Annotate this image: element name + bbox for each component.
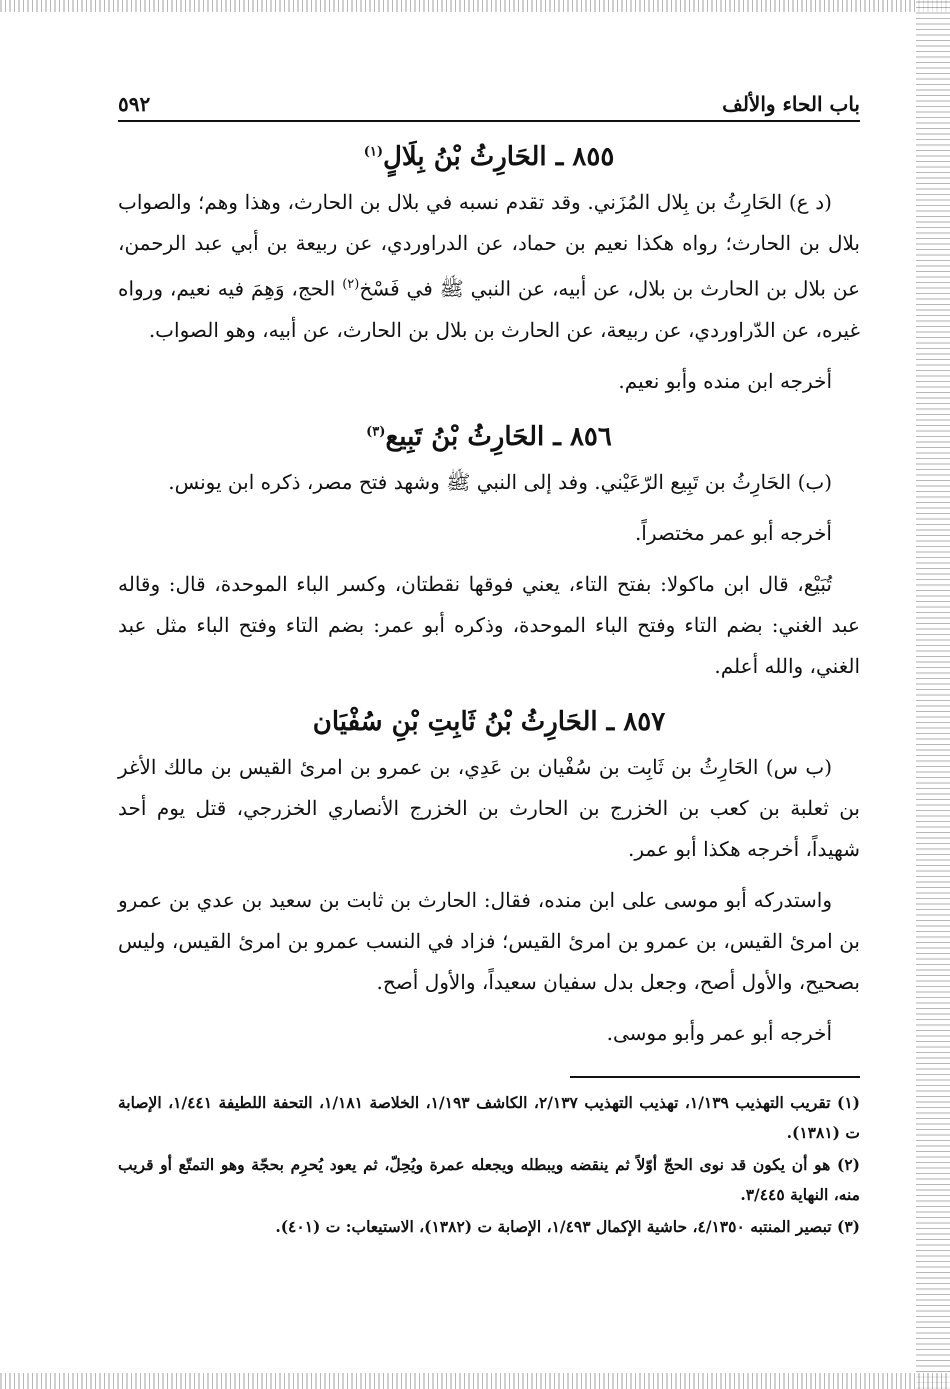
decorative-border-right [916,0,950,1389]
paragraph: أخرجه ابن منده وأبو نعيم. [618,368,832,393]
book-page [118,60,860,1244]
entry-856 [118,422,860,687]
entry-title [118,142,860,172]
footnote-ref: (٣) [366,424,386,439]
paragraph: (ب) الحَارِثُ بن تَبِيع الرّعَيْني. وفد إلى النبي ﷺ وشهد فتح مصر، ذكره ابن يونس. [168,469,832,494]
paragraph: أخرجه أبو عمر مختصراً. [634,520,832,545]
footnote: (٢) هو أن يكون قد نوى الحجّ أوّلاً ثم ينقضه ويبطله ويجعله عمرة ويُحِلّ، ثم يعود يُحرِم بحجّة وهو التمتّع أو قريب منه، النهاية ٣/٤٤٥. [118,1154,861,1204]
footnote: (٣) تبصير المنتبه ٤/١٣٥٠، حاشية الإكمال ١/٤٩٣، الإصابة ت (١٣٨٢)، الاستيعاب: ت (٤٠١). [275,1216,860,1236]
footnote: (١) تقريب التهذيب ١/١٣٩، تهذيب التهذيب ٢/١٣٧، الكاشف ١/١٩٣، الخلاصة ١/١٨١، التحفة اللطيفة ١/٤٤١، الإصابة ت (١٣٨١). [118,1092,860,1142]
chapter-title: باب الحاء والألف [722,92,860,116]
page-number: ٥٩٢ [118,92,151,116]
paragraph-text-tail: الحج، وَهِمَ فيه نعيم، ورواه غيره، عن الدّراوردي، عن ربيعة، عن الحارث بن بلال بن الحارث، عن أبيه، وهو الصواب. [118,276,860,342]
entry-title [118,422,860,452]
paragraph: واستدركه أبو موسى على ابن منده، فقال: الحارث بن ثابت بن سعيد بن عدي بن عمرو بن امرئ القيس، بن عمرو بن امرئ القيس؛ فزاد في النسب عمرو بن امرئ القيس، وليس بصحيح، والأول أصح، وجعل بدل سفيان سعيداً، والأول أصح. [118,887,860,994]
footnote-ref: (٢) [342,277,360,292]
entry-title [118,707,860,737]
paragraph: (ب س) الحَارِثُ بن ثَابِت بن سُفْيان بن عَدِي، بن عمرو بن امرئ القيس بن مالك الأغر بن ثعلبة بن كعب بن الخزرج بن الحارث بن الخزرج الأنصاري الخزرجي، قتل يوم أحد شهيداً، أخرجه هكذا أبو عمر. [118,754,860,861]
entry-855 [118,142,860,402]
paragraph [118,182,860,351]
paragraph: أخرجه أبو عمر وأبو موسى. [606,1020,832,1045]
decorative-border-bottom [0,1373,950,1389]
decorative-border-top [0,0,950,12]
entry-857 [118,707,860,1054]
paragraph-text: (د ع) الحَارِثُ بن بِلال المُزَني. وقد تقدم نسبه في بلال بن الحارث، وهذا وهم؛ والصواب بلال بن الحارث؛ رواه هكذا نعيم بن حماد، عن الدراوردي، عن ربيعة بن أبي عبد الرحمن، عن بلال بن الحارث بن بلال، عن أبيه، عن النبي ﷺ في فَسْخ [118,190,861,301]
entry-title-text: ٨٥٥ ـ الحَارِثُ بْنُ بِلَالٍ [383,142,615,172]
entry-title-text: ٨٥٧ ـ الحَارِثُ بْنُ ثَابِتِ بْنِ سُفْيَان [312,706,666,737]
footnote-divider [570,1076,860,1078]
entry-title-text: ٨٥٦ ـ الحَارِثُ بْنُ تَبِيع [385,421,612,452]
page-header [118,60,860,122]
paragraph: تُبَيْع، قال ابن ماكولا: بفتح التاء، يعني فوقها نقطتان، وكسر الباء الموحدة، قال: وقاله عبد الغني: بضم التاء وفتح الباء الموحدة، وذكره أبو عمر: بضم التاء وفتح الباء مثل عبد الغني، والله أعلم. [118,571,860,678]
footnotes [118,1088,860,1242]
footnote-ref: (١) [363,144,383,160]
